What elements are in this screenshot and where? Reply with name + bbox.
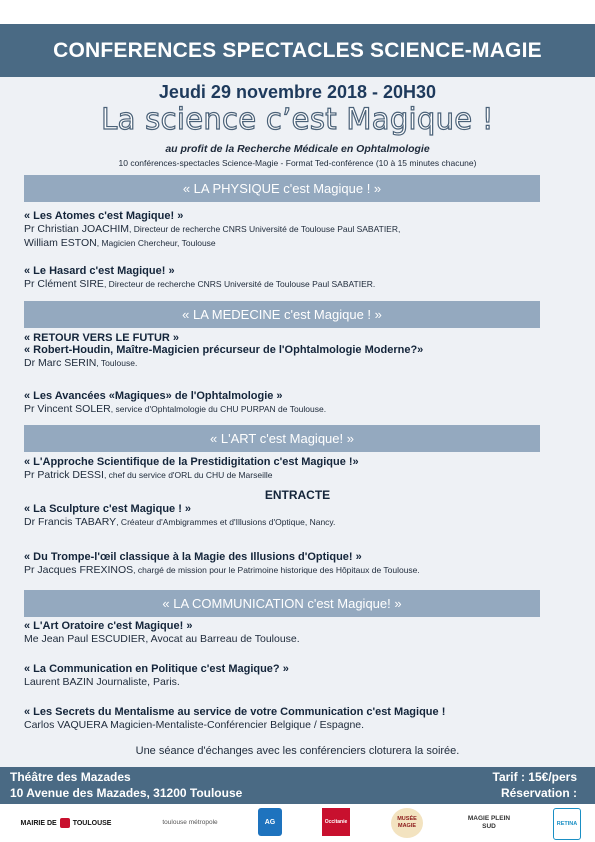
speaker-name: Pr Clément SIRE: [24, 278, 104, 290]
talk-title: « Le Hasard c'est Magique! »: [24, 265, 175, 277]
logo-magie-plein-sud: [464, 808, 514, 838]
speaker-line: Carlos VAQUERA Magicien-Mentaliste-Conférencier Belgique / Espagne.: [24, 719, 365, 731]
sponsor-logos: [0, 806, 595, 842]
logo-text: Occitanie: [324, 819, 348, 825]
speaker-name: Pr Jacques FREXINOS: [24, 564, 134, 576]
price-label: Tarif : 15€/pers: [492, 770, 577, 784]
logo-mairie-toulouse: [12, 808, 120, 838]
speaker-line: [24, 356, 423, 370]
talk-art-oratoire: [24, 620, 300, 646]
speaker-desc: , chargé de mission pour le Patrimoine historique des Hôpitaux de Toulouse.: [133, 565, 420, 575]
speaker-desc: , Créateur d'Ambigrammes et d'Illusions d'Optique, Nancy.: [116, 517, 336, 527]
talk-trompe-loeil: [24, 551, 420, 577]
talk-communication-politique: [24, 663, 289, 689]
event-format: 10 conférences-spectacles Science-Magie - Format Ted-conférence (10 à 15 minutes chacune): [118, 158, 477, 168]
talk-sculpture: [24, 503, 335, 529]
speaker-name: Pr Patrick DESSI: [24, 469, 104, 481]
header-banner: [0, 24, 595, 77]
talk-title: « Les Avancées «Magiques» de l'Ophtalmologie »: [24, 390, 283, 402]
entracte-label: ENTRACTE: [264, 488, 331, 502]
talk-title: « La Sculpture c'est Magique ! »: [24, 503, 192, 515]
speaker-line: [24, 236, 400, 250]
talk-title: « RETOUR VERS LE FUTUR »: [24, 332, 180, 344]
logo-retina: [553, 808, 581, 840]
speaker-name: William ESTON: [24, 237, 97, 249]
venue-address: 10 Avenue des Mazades, 31200 Toulouse: [10, 786, 243, 800]
talk-avancees: [24, 390, 326, 416]
speaker-desc: , Directeur de recherche CNRS Université de Toulouse Paul SABATIER,: [129, 224, 401, 234]
talk-prestidigitation: [24, 456, 359, 482]
speaker-line: [24, 468, 359, 482]
speaker-line: [24, 402, 326, 416]
talk-hasard: [24, 265, 375, 291]
logo-text: toulouse métropole: [162, 819, 218, 826]
logo-text: MAGIE PLEIN SUD: [467, 815, 511, 830]
talk-title: « L'Approche Scientifique de la Prestidigitation c'est Magique !»: [24, 456, 359, 468]
toulouse-cross-icon: [60, 818, 70, 828]
logo-ag: [258, 808, 282, 836]
speaker-line: [24, 222, 400, 236]
speaker-desc: , service d'Ophtalmologie du CHU PURPAN de Toulouse.: [110, 404, 327, 414]
event-date: Jeudi 29 novembre 2018 - 20H30: [158, 82, 437, 102]
speaker-desc: , Magicien Chercheur, Toulouse: [96, 238, 216, 248]
venue-name: Théâtre des Mazades: [10, 770, 131, 784]
section-art: « L'ART c'est Magique! »: [24, 425, 540, 452]
logo-text-2: TOULOUSE: [72, 819, 112, 827]
event-beneficiary: au profit de la Recherche Médicale en Ophtalmologie: [165, 143, 430, 155]
reservation-label: Réservation :: [500, 786, 577, 800]
talk-mentalisme: [24, 706, 445, 732]
speaker-desc: , chef du service d'ORL du CHU de Marseille: [103, 470, 273, 480]
speaker-line: [24, 515, 335, 529]
talk-title: « Du Trompe-l'œil classique à la Magie des Illusions d'Optique! »: [24, 551, 362, 563]
speaker-line: Laurent BAZIN Journaliste, Paris.: [24, 676, 180, 688]
venue-block: [10, 769, 242, 801]
page-title: CONFERENCES SPECTACLES SCIENCE-MAGIE: [53, 39, 542, 62]
talk-subtitle: « Robert-Houdin, Maître-Magicien précurseur de l'Ophtalmologie Moderne?»: [24, 344, 424, 356]
speaker-desc: , Toulouse.: [96, 358, 138, 368]
logo-musee-magie: [391, 808, 423, 838]
section-physique: « LA PHYSIQUE c'est Magique ! »: [24, 175, 540, 202]
speaker-name: Dr Marc SERIN: [24, 357, 97, 369]
speaker-name: Pr Vincent SOLER: [24, 403, 111, 415]
logo-toulouse-metropole: [160, 808, 220, 838]
talk-title: « Les Secrets du Mentalisme au service de votre Communication c'est Magique !: [24, 706, 446, 718]
speaker-desc: , Directeur de recherche CNRS Université de Toulouse Paul SABATIER.: [103, 279, 376, 289]
talk-title: « Les Atomes c'est Magique! »: [24, 210, 184, 222]
section-communication: « LA COMMUNICATION c'est Magique! »: [24, 590, 540, 617]
speaker-line: [24, 563, 420, 577]
logo-text: MAIRIE DE: [20, 819, 57, 827]
speaker-line: Me Jean Paul ESCUDIER, Avocat au Barreau de Toulouse.: [24, 633, 300, 645]
event-slogan: La science c’est Magique !: [101, 102, 494, 136]
talk-retour-futur: [24, 332, 423, 370]
pricing-block: [493, 769, 577, 801]
logo-text: RETINA: [556, 821, 578, 827]
speaker-name: Dr Francis TABARY: [24, 516, 117, 528]
talk-title: « L'Art Oratoire c'est Magique! »: [24, 620, 193, 632]
speaker-name: Pr Christian JOACHIM: [24, 223, 130, 235]
speaker-line: [24, 277, 375, 291]
logo-text: MUSÉE MAGIE: [397, 816, 417, 829]
logo-text: AG: [264, 818, 276, 826]
talk-title: « La Communication en Politique c'est Magique? »: [24, 663, 289, 675]
talk-atomes: [24, 210, 400, 250]
closing-note: Une séance d'échanges avec les conférenciers cloturera la soirée.: [135, 745, 460, 757]
logo-occitanie: [322, 808, 350, 836]
footer-banner: [0, 767, 595, 804]
section-medecine: « LA MEDECINE c'est Magique ! »: [24, 301, 540, 328]
